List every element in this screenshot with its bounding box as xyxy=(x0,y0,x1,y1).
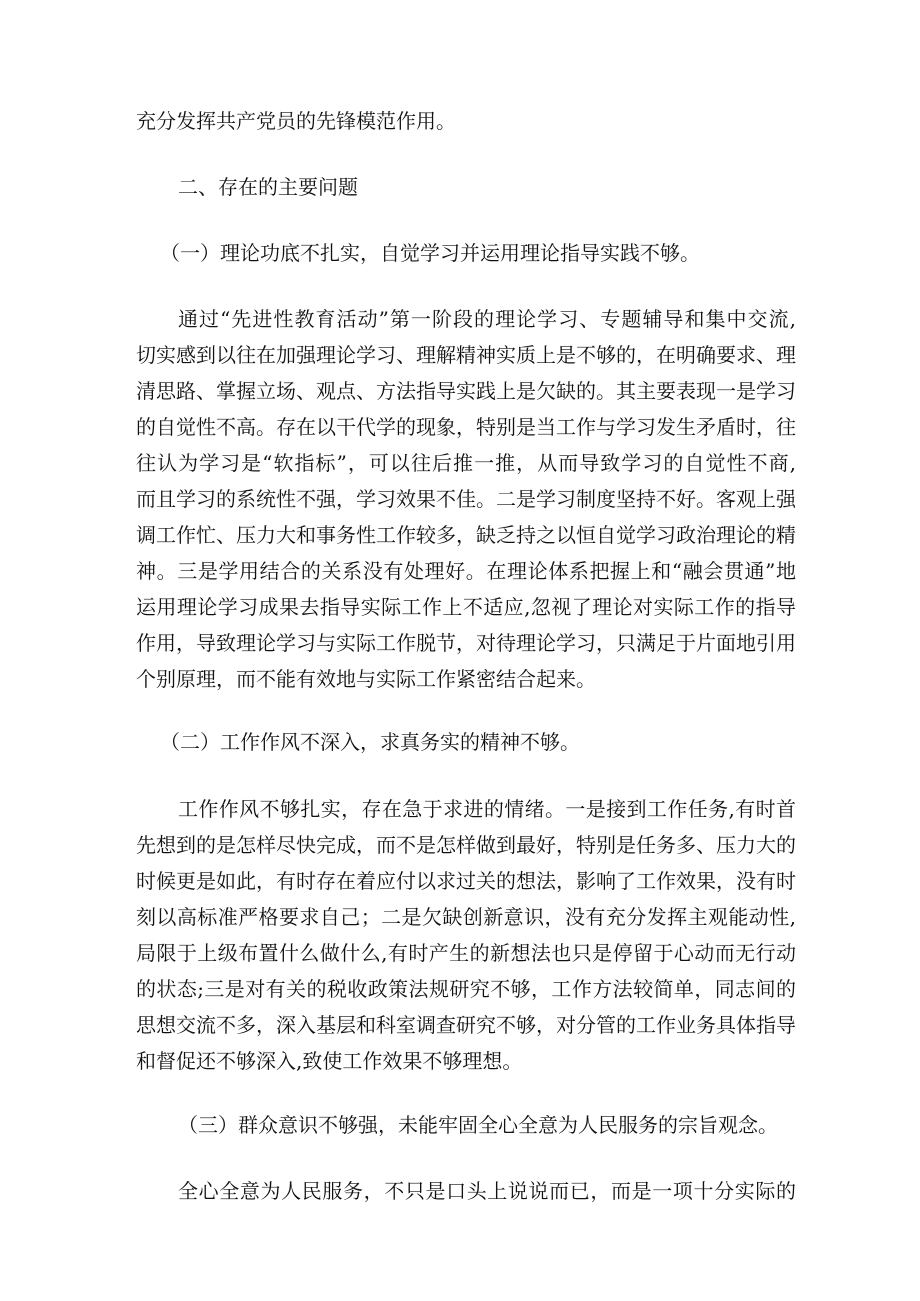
paragraph-line: 的状态;三是对有关的税收政策法规研究不够，工作方法较简单，同志间的 xyxy=(136,977,796,1001)
paragraph-line: 刻以高标准严格要求自己；二是欠缺创新意识，没有充分发挥主观能动性, xyxy=(136,905,796,929)
paragraph-line: 全心全意为人民服务，不只是口头上说说而已，而是一项十分实际的 xyxy=(178,1179,796,1203)
paragraph-line: 切实感到以往在加强理论学习、理解精神实质上是不够的，在明确要求、理 xyxy=(136,343,796,367)
intro-line: 充分发挥共产党员的先锋模范作用。 xyxy=(136,109,456,133)
paragraph-line: 通过“先进性教育活动”第一阶段的理论学习、专题辅导和集中交流, xyxy=(178,307,796,331)
subsection-1-heading: （一）理论功底不扎实，自觉学习并运用理论指导实践不够。 xyxy=(160,241,700,265)
paragraph-line: 工作作风不够扎实，存在急于求进的情绪。一是接到工作任务,有时首 xyxy=(178,797,796,821)
subsection-2-heading: （二）工作作风不深入，求真务实的精神不够。 xyxy=(160,730,580,754)
paragraph-line: 个别原理，而不能有效地与实际工作紧密结合起来。 xyxy=(136,667,596,691)
paragraph-line: 局限于上级布置什么做什么,有时产生的新想法也只是停留于心动而无行动 xyxy=(136,941,796,965)
paragraph-line: 时候更是如此，有时存在着应付以求过关的想法，影响了工作效果，没有时 xyxy=(136,869,796,893)
subsection-3-heading: （三）群众意识不够强，未能牢固全心全意为人民服务的宗旨观念。 xyxy=(178,1113,778,1137)
paragraph-line: 和督促还不够深入,致使工作效果不够理想。 xyxy=(136,1049,523,1073)
paragraph-line: 先想到的是怎样尽快完成，而不是怎样做到最好，特别是任务多、压力大的 xyxy=(136,833,796,857)
paragraph-line: 神。三是学用结合的关系没有处理好。在理论体系把握上和“融会贯通”地 xyxy=(136,559,796,583)
paragraph-line: 运用理论学习成果去指导实际工作上不适应,忽视了理论对实际工作的指导 xyxy=(136,595,796,619)
paragraph-line: 调工作忙、压力大和事务性工作较多，缺乏持之以恒自觉学习政治理论的精 xyxy=(136,523,796,547)
paragraph-line: 作用，导致理论学习与实际工作脱节，对待理论学习，只满足于片面地引用 xyxy=(136,631,796,655)
paragraph-line: 往认为学习是“软指标”，可以往后推一推，从而导致学习的自觉性不商, xyxy=(136,451,796,475)
section-heading: 二、存在的主要问题 xyxy=(178,175,358,199)
paragraph-line: 的自觉性不高。存在以干代学的现象，特别是当工作与学习发生矛盾时，往 xyxy=(136,415,796,439)
paragraph-line: 思想交流不多，深入基层和科室调查研究不够，对分管的工作业务具体指导 xyxy=(136,1013,796,1037)
paragraph-line: 清思路、掌握立场、观点、方法指导实践上是欠缺的。其主要表现一是学习 xyxy=(136,379,796,403)
paragraph-line: 而且学习的系统性不强，学习效果不佳。二是学习制度坚持不好。客观上强 xyxy=(136,487,796,511)
